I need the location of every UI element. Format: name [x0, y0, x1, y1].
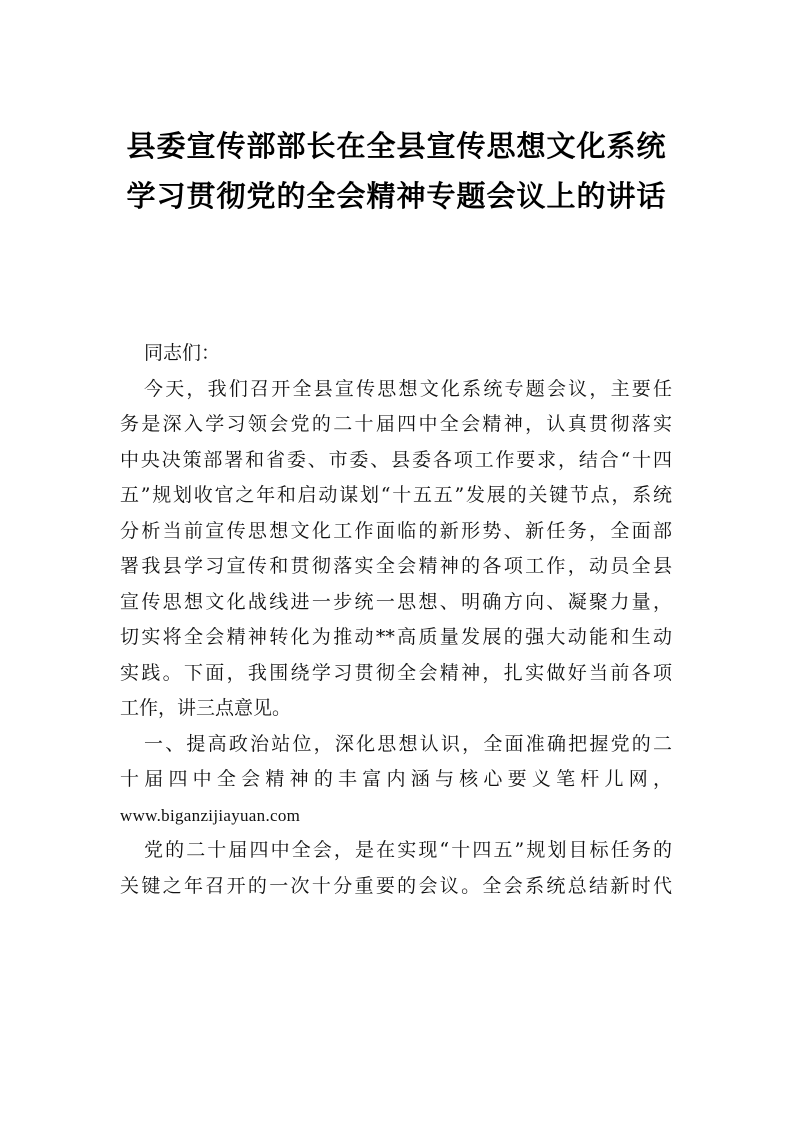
salutation: 同志们： — [144, 342, 221, 364]
paragraph-line: 工作，讲三点意见。 — [120, 697, 292, 719]
paragraph-line: 分析当前宣传思想文化工作面临的新形势、新任务，全面部 — [120, 519, 672, 542]
website-url: www.biganzijiayuan.com — [120, 805, 301, 825]
section-heading-line: 一、提高政治站位，深化思想认识，全面准确把握党的二 — [144, 732, 672, 755]
paragraph-line: 关键之年召开的一次十分重要的会议。全会系统总结新时代 — [120, 874, 672, 897]
paragraph-line: 实践。下面，我围绕学习贯彻全会精神，扎实做好当前各项 — [120, 661, 672, 684]
section-heading-line: 十届四中全会精神的丰富内涵与核心要义笔杆儿网， — [120, 768, 672, 790]
paragraph-line: 切实将全会精神转化为推动**高质量发展的强大动能和生动 — [120, 626, 672, 648]
paragraph-line: 宣传思想文化战线进一步统一思想、明确方向、凝聚力量， — [120, 590, 672, 613]
document-title-line-1: 县委宣传部部长在全县宣传思想文化系统 — [126, 129, 667, 163]
paragraph-line: 署我县学习宣传和贯彻落实全会精神的各项工作，动员全县 — [120, 555, 672, 577]
paragraph-line: 今天，我们召开全县宣传思想文化系统专题会议，主要任 — [144, 377, 672, 400]
document-body — [120, 336, 672, 904]
paragraph-line: 五”规划收官之年和启动谋划“十五五”发展的关键节点，系统 — [120, 484, 672, 506]
paragraph-line: 中央决策部署和省委、市委、县委各项工作要求，结合“十四 — [120, 448, 672, 471]
paragraph-line: 务是深入学习领会党的二十届四中全会精神，认真贯彻落实 — [120, 413, 672, 435]
paragraph-line: 党的二十届四中全会，是在实现“十四五”规划目标任务的 — [144, 839, 672, 861]
document-title-line-2: 学习贯彻党的全会精神专题会议上的讲话 — [126, 179, 667, 213]
